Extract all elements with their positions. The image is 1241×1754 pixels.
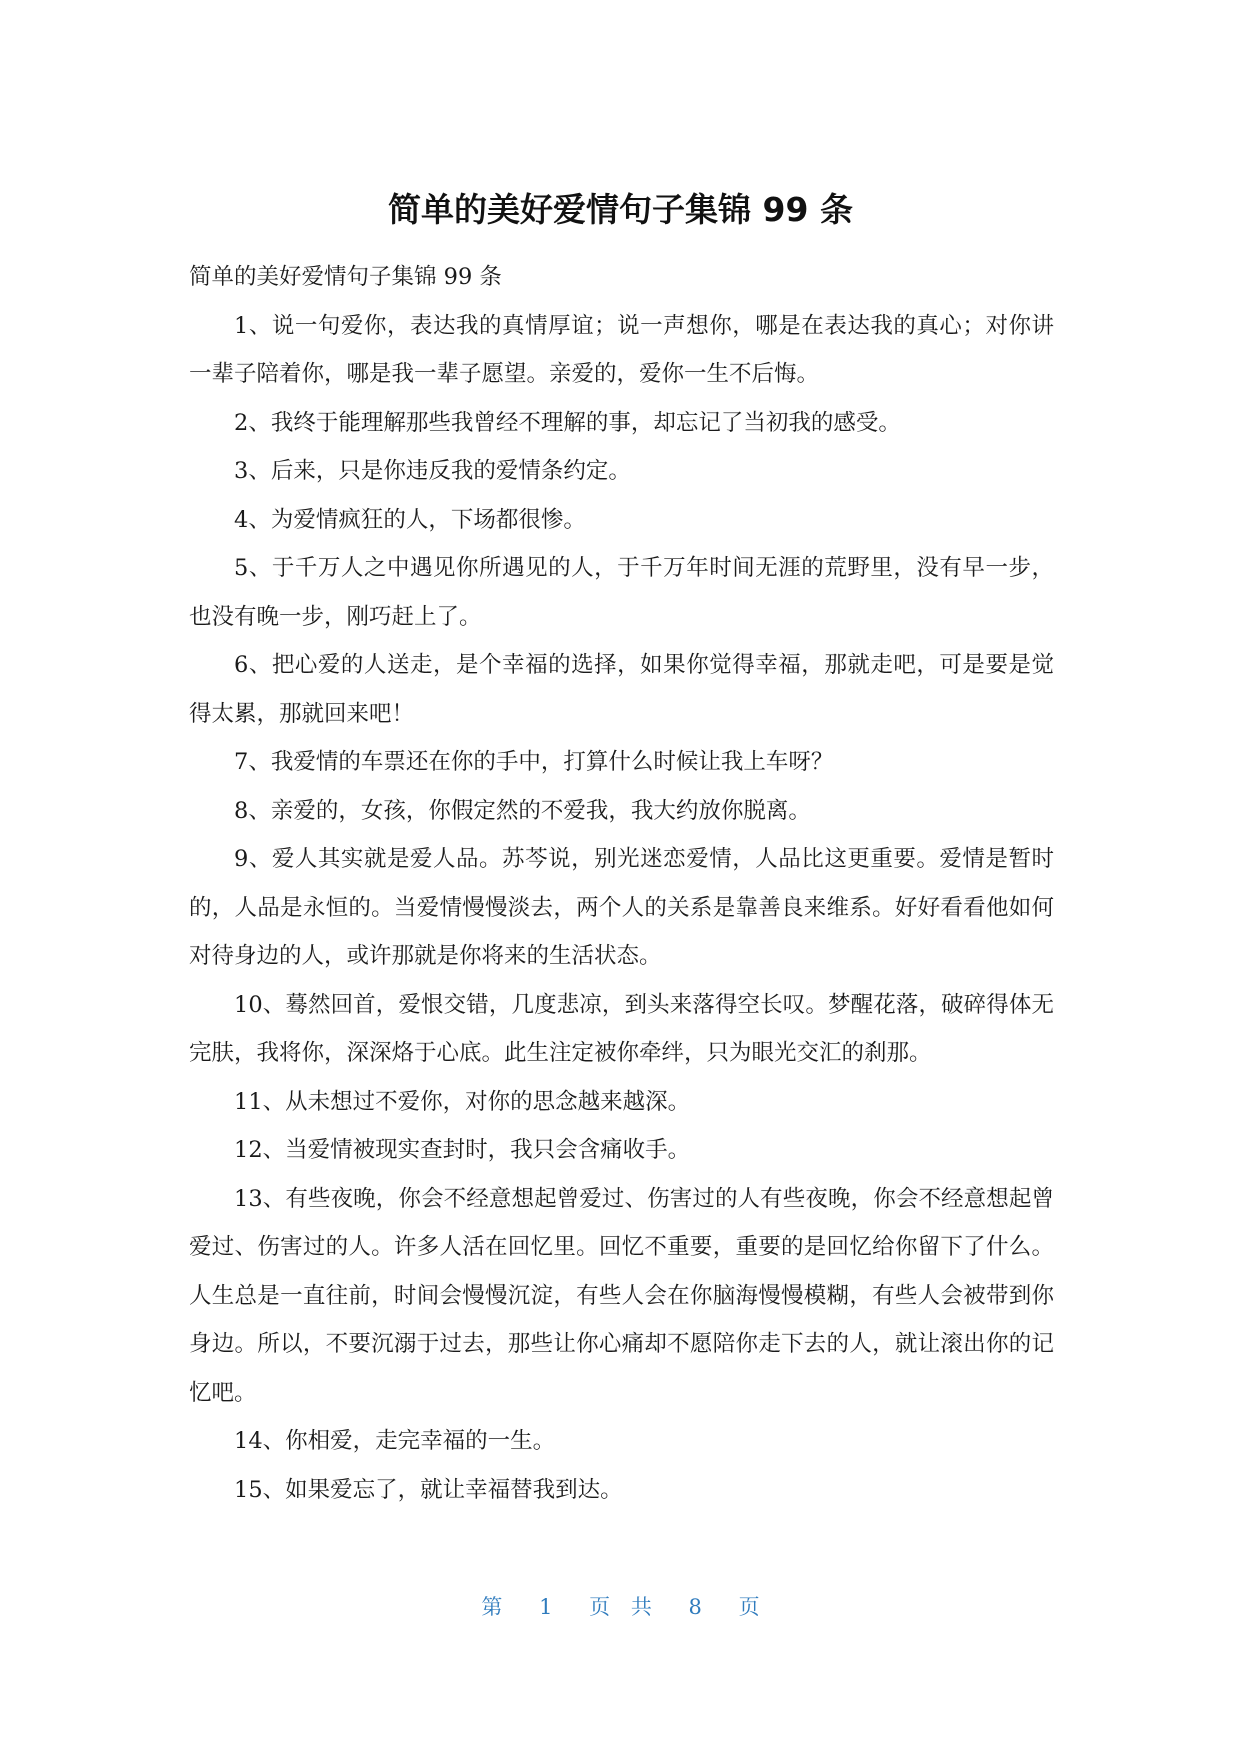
list-item: 3、后来，只是你违反我的爱情条约定。 bbox=[234, 458, 631, 484]
list-item: 14、你相爱，走完幸福的一生。 bbox=[234, 1428, 556, 1454]
list-item: 15、如果爱忘了，就让幸福替我到达。 bbox=[234, 1476, 623, 1503]
list-item: 13、有些夜晚，你会不经意想起曾爱过、伤害过的人有些夜晚，你会不经意想起曾爱过、伤害过的人。许多人活在回忆里。回忆不重要，重要的是回忆给你留下了什么。人生总是一直往前，时间会慢慢沉淀，有些人会在你脑海慢慢模糊，有些人会被带到你身边。所以，不要沉溺于过去，那些让你心痛却不愿陪你走下去的人，就让滚出你的记忆吧。 bbox=[189, 1185, 1054, 1406]
document-title: 简单的美好爱情句子集锦 99 条 bbox=[388, 190, 853, 229]
footer-label-ye-gong: 页 共 bbox=[589, 1595, 652, 1619]
list-item: 1、说一句爱你，表达我的真情厚谊；说一声想你，哪是在表达我的真心；对你讲一辈子陪着你，哪是我一辈子愿望。亲爱的，爱你一生不后悔。 bbox=[189, 312, 1054, 387]
footer-label-ye: 页 bbox=[738, 1595, 760, 1619]
list-item: 10、蓦然回首，爱恨交错，几度悲凉，到头来落得空长叹。梦醒花落，破碎得体无完肤，我将你，深深烙于心底。此生注定被你牵绊，只为眼光交汇的刹那。 bbox=[189, 991, 1054, 1066]
list-item: 4、为爱情疯狂的人，下场都很惨。 bbox=[234, 506, 586, 533]
total-pages-number: 8 bbox=[688, 1595, 702, 1619]
list-item: 5、于千万人之中遇见你所遇见的人，于千万年时间无涯的荒野里，没有早一步，也没有晚一步，刚巧赶上了。 bbox=[189, 555, 1054, 630]
list-item: 11、从未想过不爱你，对你的思念越来越深。 bbox=[234, 1088, 691, 1115]
list-item: 2、我终于能理解那些我曾经不理解的事，却忘记了当初我的感受。 bbox=[234, 409, 901, 436]
list-item: 9、爱人其实就是爱人品。苏芩说，别光迷恋爱情，人品比这更重要。爱情是暂时的，人品是永恒的。当爱情慢慢淡去，两个人的关系是靠善良来维系。好好看看他如何对待身边的人，或许那就是你将来的生活状态。 bbox=[189, 846, 1054, 969]
current-page-number: 1 bbox=[539, 1595, 553, 1619]
document-body bbox=[189, 253, 1054, 1514]
footer-label-di: 第 bbox=[481, 1595, 503, 1619]
document-subtitle: 简单的美好爱情句子集锦 99 条 bbox=[189, 264, 502, 290]
list-item: 6、把心爱的人送走，是个幸福的选择，如果你觉得幸福，那就走吧，可是要是觉得太累，那就回来吧！ bbox=[189, 652, 1054, 727]
list-item: 8、亲爱的，女孩，你假定然的不爱我，我大约放你脱离。 bbox=[234, 797, 811, 824]
list-item: 12、当爱情被现实查封时，我只会含痛收手。 bbox=[234, 1137, 691, 1163]
list-item: 7、我爱情的车票还在你的手中，打算什么时候让我上车呀？ bbox=[234, 749, 834, 775]
page-footer bbox=[0, 1592, 1241, 1622]
